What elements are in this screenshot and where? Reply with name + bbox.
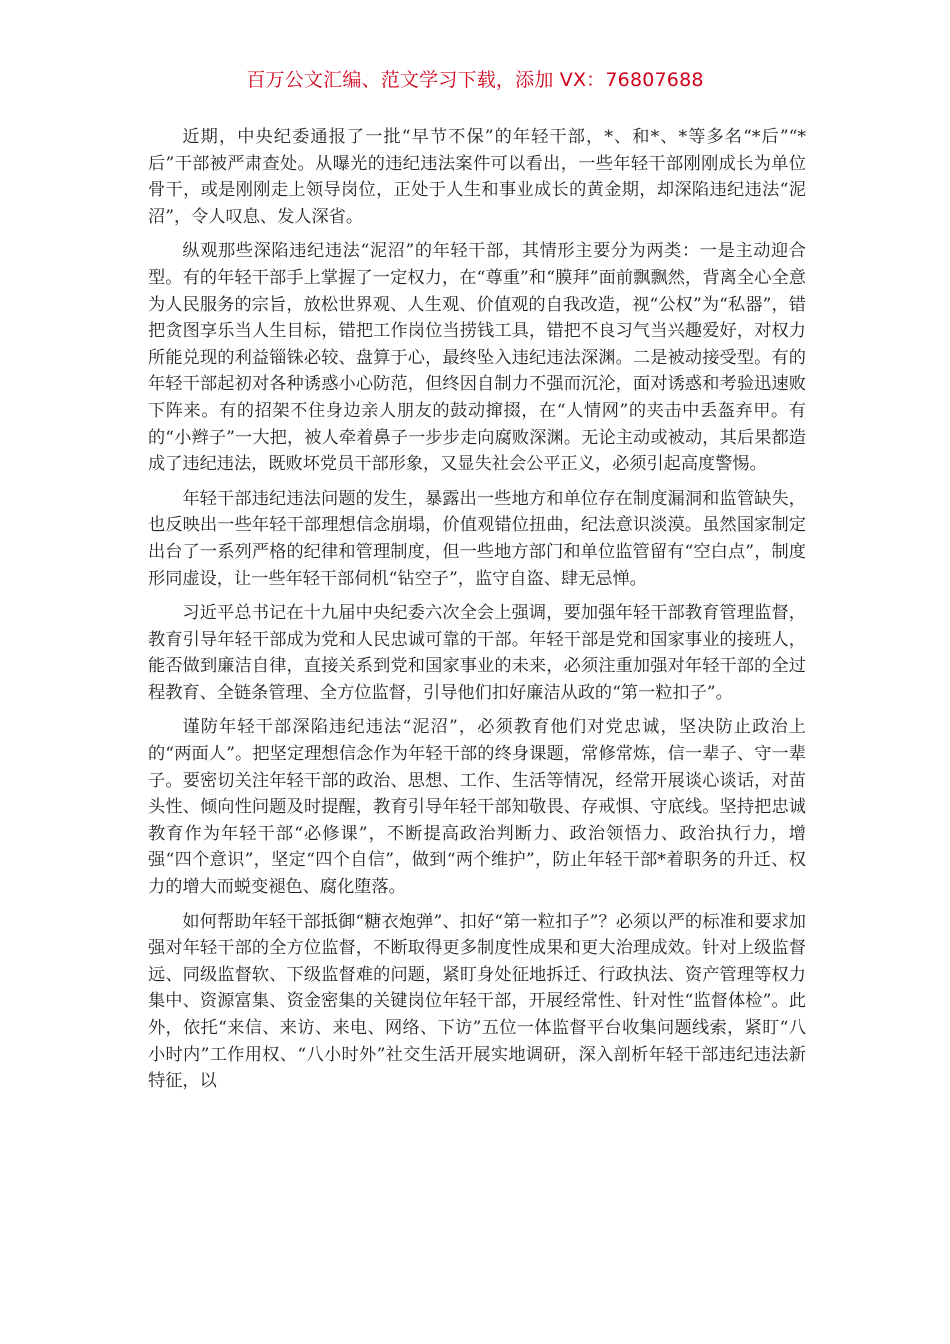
article-body bbox=[148, 124, 806, 1103]
paragraph: 年轻干部违纪违法问题的发生，暴露出一些地方和单位存在制度漏洞和监管缺失，也反映出一些年轻干部理想信念崩塌，价值观错位扭曲，纪法意识淡漠。虽然国家制定出台了一系列严格的纪律和管理制度，但一些地方部门和单位监管留有“空白点”，制度形同虚设，让一些年轻干部伺机“钻空子”，监守自盗、肆无忌惮。 bbox=[148, 488, 806, 589]
paragraph: 近期，中央纪委通报了一批“早节不保”的年轻干部，*、和*、*等多名“*后”“*后”干部被严肃查处。从曝光的违纪违法案件可以看出，一些年轻干部刚刚成长为单位骨干，或是刚刚走上领导岗位，正处于人生和事业成长的黄金期，却深陷违纪违法“泥沼”，令人叹息、发人深省。 bbox=[148, 127, 806, 227]
header-banner: 百万公文汇编、范文学习下载，添加 VX：76807688 bbox=[246, 69, 704, 91]
paragraph: 纵观那些深陷违纪违法“泥沼”的年轻干部，其情形主要分为两类：一是主动迎合型。有的年轻干部手上掌握了一定权力，在“尊重”和“膜拜”面前飘飘然，背离全心全意为人民服务的宗旨，放松世界观、人生观、价值观的自我改造，视“公权”为“私器”，错把贪图享乐当人生目标，错把工作岗位当捞钱工具，错把不良习气当兴趣爱好，对权力所能兑现的利益锱铢必较、盘算于心，最终坠入违纪违法深渊。二是被动接受型。有的年轻干部起初对各种诱惑小心防范，但终因自制力不强而沉沦，面对诱惑和考验迅速败下阵来。有的招架不住身边亲人朋友的鼓动撺掇，在“人情网”的夹击中丢盔弃甲。有的“小辫子”一大把，被人牵着鼻子一步步走向腐败深渊。无论主动或被动，其后果都造成了违纪违法，既败坏党员干部形象，又显失社会公平正义，必须引起高度警惕。 bbox=[148, 241, 806, 475]
paragraph: 如何帮助年轻干部抵御“糖衣炮弹”、扣好“第一粒扣子”？必须以严的标准和要求加强对年轻干部的全方位监督，不断取得更多制度性成果和更大治理成效。针对上级监督远、同级监督软、下级监督难的问题，紧盯身处征地拆迁、行政执法、资产管理等权力集中、资源富集、资金密集的关键岗位年轻干部，开展经常性、针对性“监督体检”。此外，依托“来信、来访、来电、网络、下访”五位一体监督平台收集问题线索，紧盯“八小时内”工作用权、“八小时外”社交生活开展实地调研，深入剖析年轻干部违纪违法新特征，以 bbox=[148, 911, 806, 1092]
paragraph: 谨防年轻干部深陷违纪违法“泥沼”，必须教育他们对党忠诚，坚决防止政治上的“两面人”。把坚定理想信念作为年轻干部的终身课题，常修常炼，信一辈子、守一辈子。要密切关注年轻干部的政治、思想、工作、生活等情况，经常开展谈心谈话，对苗头性、倾向性问题及时提醒，教育引导年轻干部知敬畏、存戒惧、守底线。坚持把忠诚教育作为年轻干部“必修课”，不断提高政治判断力、政治领悟力、政治执行力，增强“四个意识”，坚定“四个自信”，做到“两个维护”，防止年轻干部*着职务的升迁、权力的增大而蜕变褪色、腐化堕落。 bbox=[148, 717, 806, 898]
paragraph: 习近平总书记在十九届中央纪委六次全会上强调，要加强年轻干部教育管理监督，教育引导年轻干部成为党和人民忠诚可靠的干部。年轻干部是党和国家事业的接班人，能否做到廉洁自律，直接关系到党和国家事业的未来，必须注重加强对年轻干部的全过程教育、全链条管理、全方位监督，引导他们扣好廉洁从政的“第一粒扣子”。 bbox=[148, 603, 806, 703]
